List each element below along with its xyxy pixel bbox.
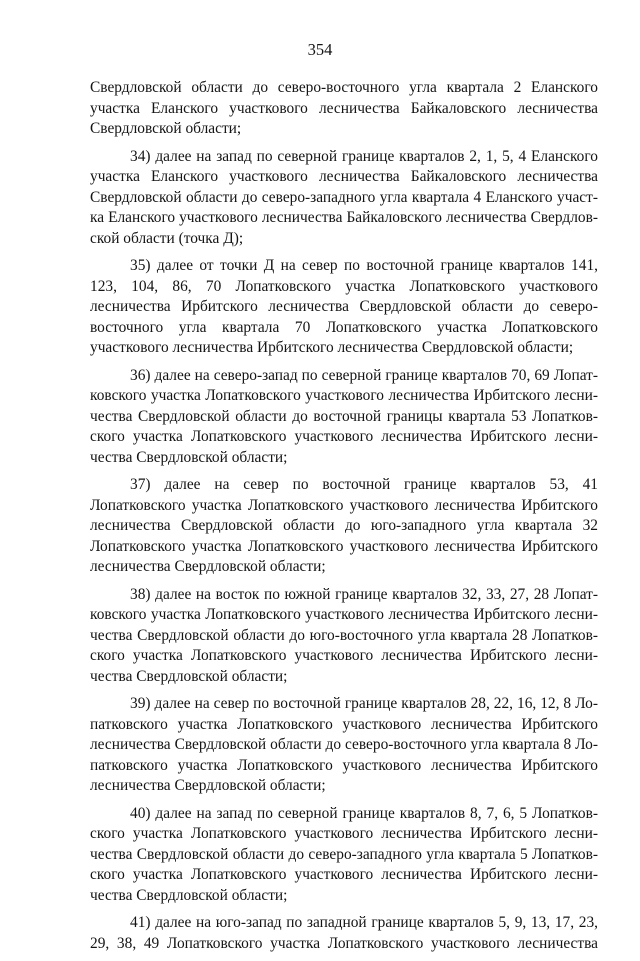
paragraph-item-37: 37) далее на север по восточной границе кварталов 53, 41 Лопатковского участка Лопатковского участкового лесничества Ирбитского лесничества Свердловской области до юго-западного угла квартала 32 Лопатковского участка Лопатковского участкового лесничества Ирбитского лесничества Свердловской области; — [90, 476, 598, 575]
paragraph-item-38: 38) далее на восток по южной границе кварталов 32, 33, 27, 28 Лопатковского участка Лопатковского участкового лесничества Ирбитского лесничества Свердловской области до юго-восточного угла квартала 28 Лопатковского участка Лопатковского участкового лесничества Ирбитского лесничества Свердловской области; — [90, 585, 598, 685]
paragraph-continuation: Свердловской области до северо-восточного угла квартала 2 Еланского участка Еланского участкового лесничества Байкаловского лесничества Свердловской области; — [90, 79, 598, 137]
paragraph-item-35: 35) далее от точки Д на север по восточной границе кварталов 141, 123, 104, 86, 70 Лопатковского участка Лопатковского участкового лесничества Ирбитского лесничества Свердловской области до северо-восточного угла квартала 70 Лопатковского участка Лопатковского участкового лесничества Ирбитского лесничества Свердловской области; — [90, 257, 598, 356]
paragraph-item-39: 39) далее на север по восточной границе кварталов 28, 22, 16, 12, 8 Лопатковского участка Лопатковского участкового лесничества Ирбитского лесничества Свердловской области до северо-восточного угла квартала 8 Лопатковского участка Лопатковского участкового лесничества Ирбитского лесничества Свердловской области; — [90, 695, 598, 794]
paragraph-item-40: 40) далее на запад по северной границе кварталов 8, 7, 6, 5 Лопатковского участка Лопатковского участкового лесничества Ирбитского лесничества Свердловской области до северо-западного угла квартала 5 Лопатковского участка Лопатковского участкового лесничества Ирбитского лесничества Свердловской области; — [90, 804, 598, 904]
paragraph-item-36: 36) далее на северо-запад по северной границе кварталов 70, 69 Лопатковского участка Лопатковского участкового лесничества Ирбитского лесничества Свердловской области до восточной границы квартала 53 Лопатковского участка Лопатковского участкового лесничества Ирбитского лесничества Свердловской области; — [90, 366, 598, 466]
paragraph-item-34: 34) далее на запад по северной границе кварталов 2, 1, 5, 4 Еланского участка Еланского участкового лесничества Байкаловского лесничества Свердловской области до северо-западного угла квартала 4 Еланского участка Еланского участкового лесничества Байкаловского лесничества Свердловской области (точка Д); — [90, 147, 598, 247]
document-body — [90, 78, 598, 961]
paragraph-item-41: 41) далее на юго-запад по западной границе кварталов 5, 9, 13, 17, 23, 29, 38, 49 Лопатковского участка Лопатковского участкового лесничества — [90, 914, 598, 952]
page-number: 354 — [307, 40, 333, 59]
